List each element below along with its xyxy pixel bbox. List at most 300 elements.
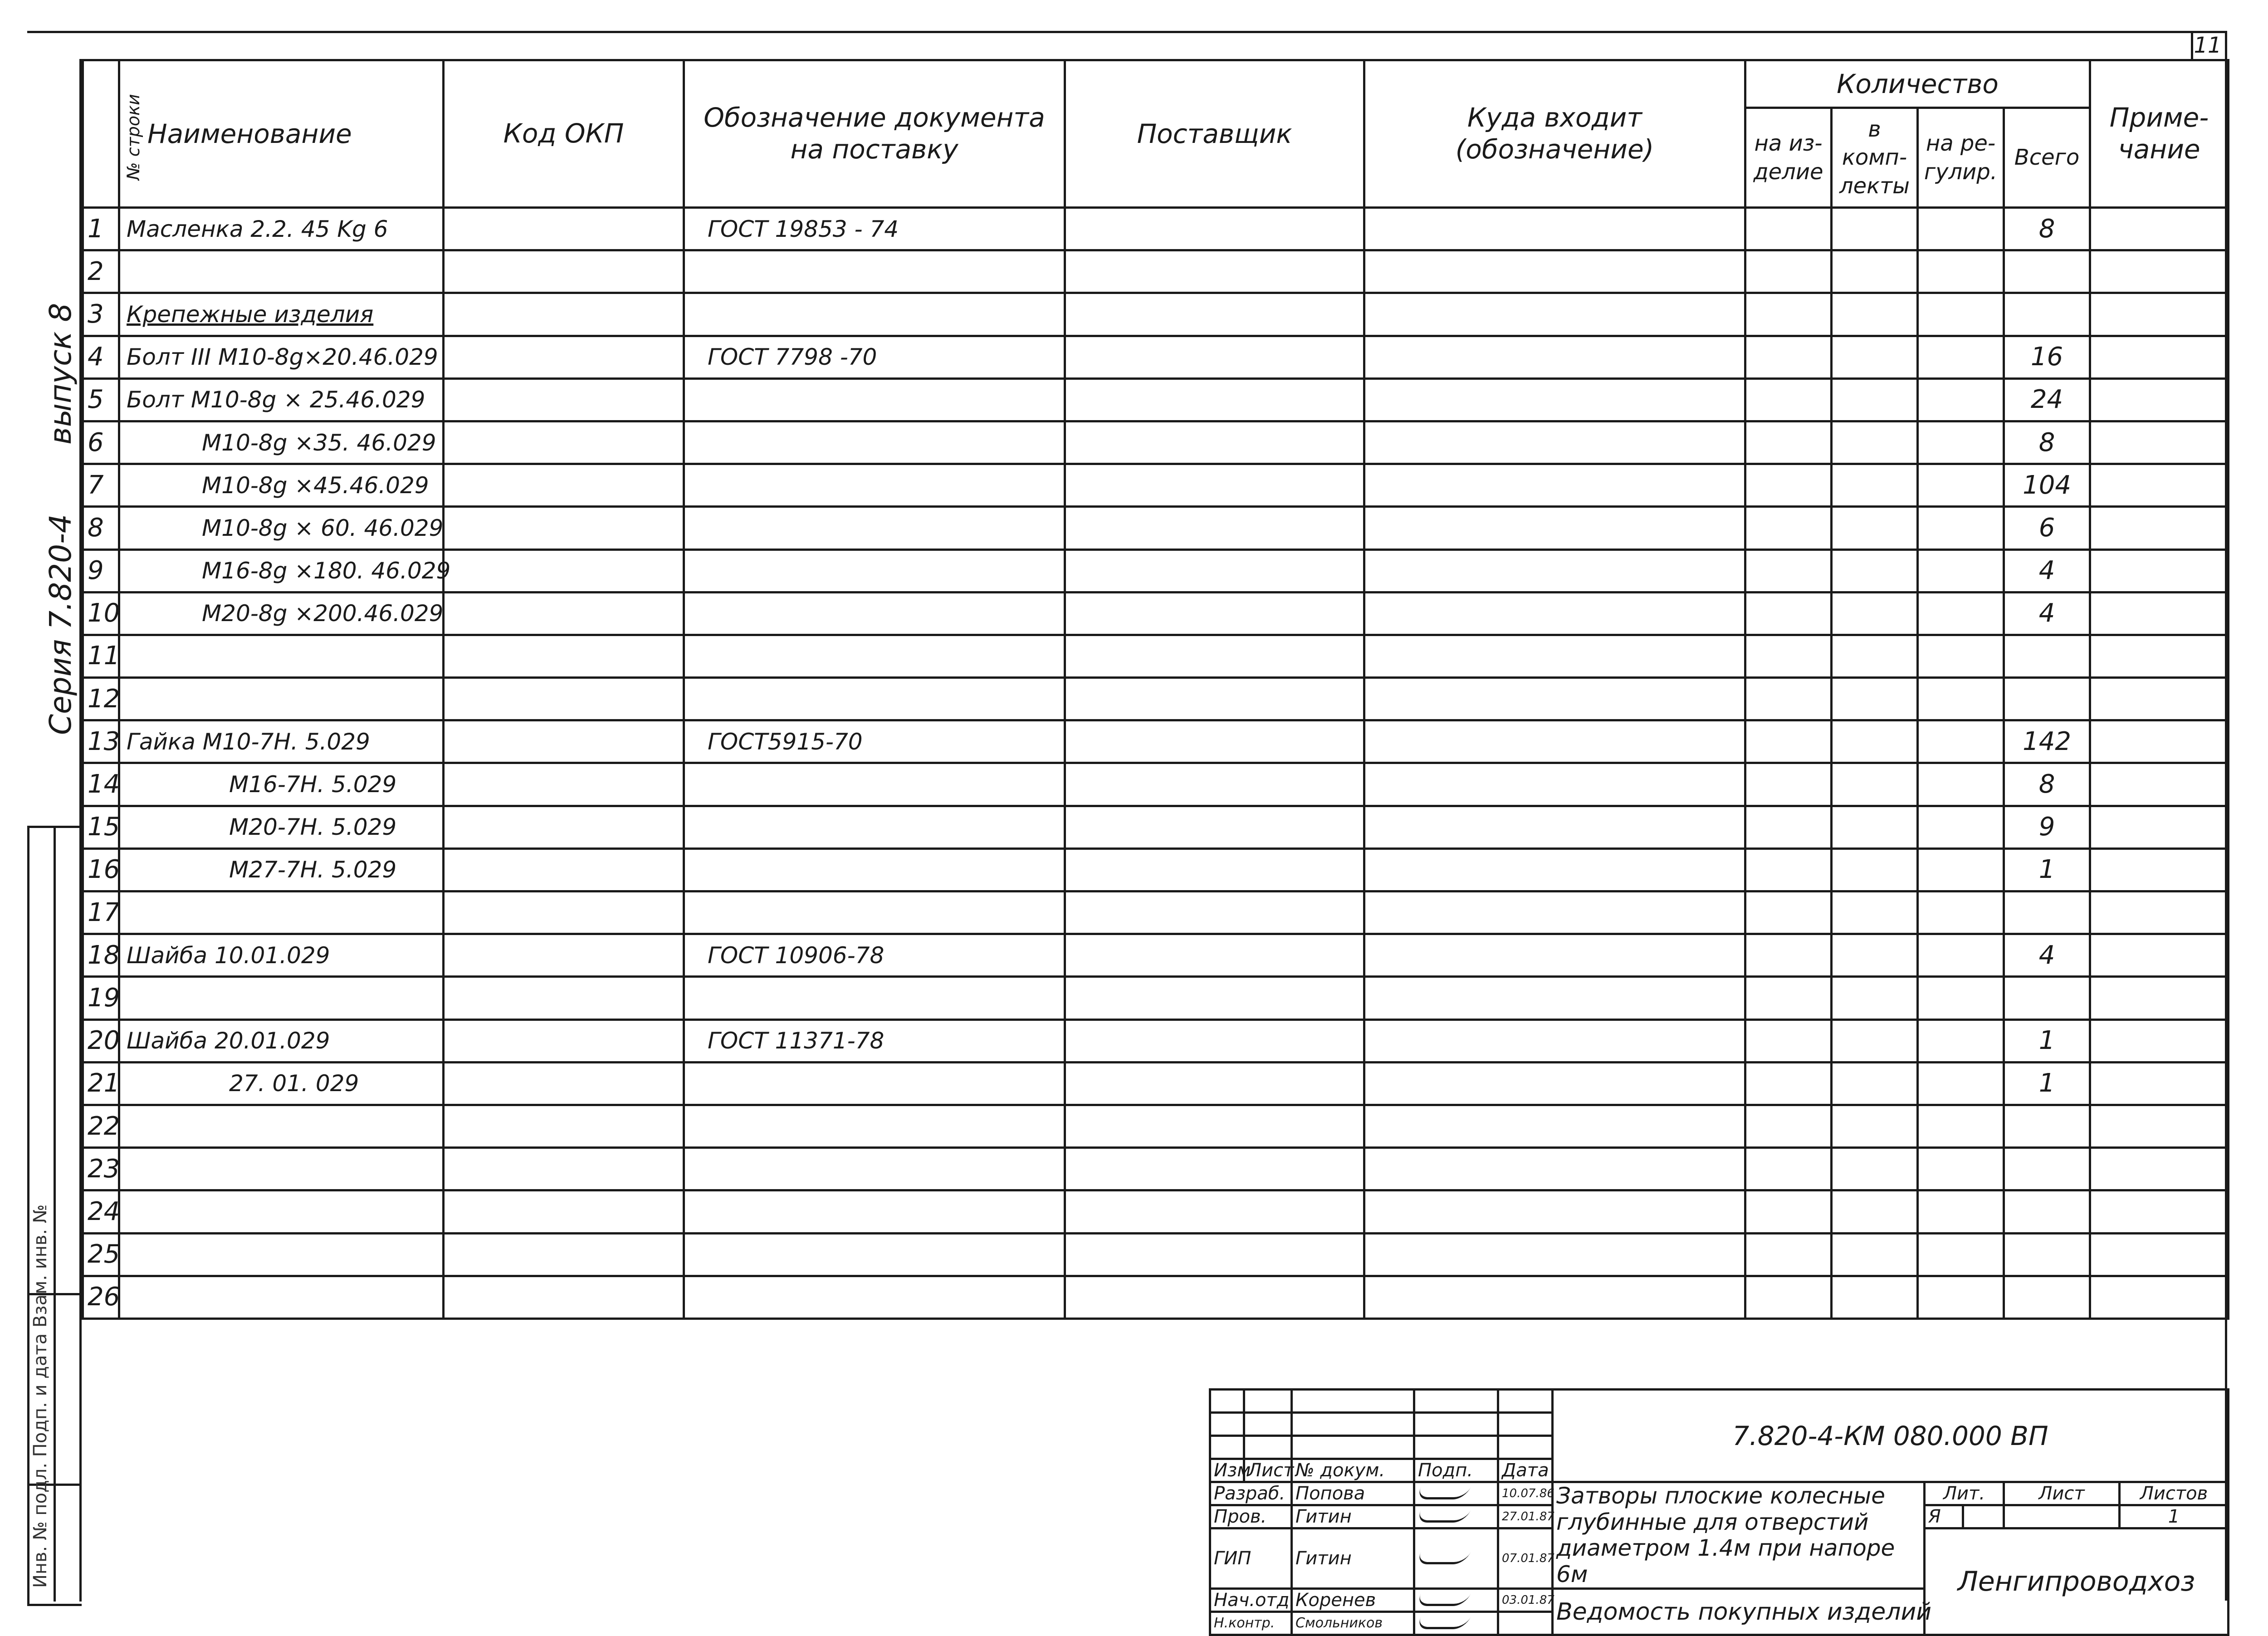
note [2090,208,2229,250]
supplier [1065,208,1364,250]
qty-in-sets [1832,464,1918,507]
qty-per-item [1745,1233,1832,1276]
qty-regulation [1918,977,2004,1019]
doc-designation [684,1148,1065,1190]
qty-total: 6 [2004,507,2090,549]
tb-date-2: 07.01.87 [1498,1528,1553,1589]
qty-per-item [1745,208,1832,250]
series-label: Серия 7.820-4 [43,514,78,735]
table-row [83,977,2229,1019]
item-name [119,891,444,934]
table-row [83,549,2229,592]
note [2090,1233,2229,1276]
note [2090,1190,2229,1233]
qty-per-item [1745,1148,1832,1190]
tb-signature-0 [1414,1482,1498,1505]
tb-role-2: ГИП [1210,1528,1292,1589]
item-name: М10-8g ×35. 46.029 [119,421,444,464]
supplier [1065,1148,1364,1190]
qty-regulation [1918,336,2004,378]
qty-regulation [1918,507,2004,549]
qty-total: 9 [2004,806,2090,848]
table-row [83,848,2229,891]
okp-code [444,464,684,507]
supplier [1065,635,1364,677]
note [2090,1019,2229,1062]
note [2090,1105,2229,1147]
qty-per-item [1745,806,1832,848]
where-used [1364,977,1745,1019]
qty-total [2004,891,2090,934]
tb-date-3: 03.01.87 [1498,1589,1553,1612]
qty-regulation [1918,1148,2004,1190]
table-row [83,806,2229,848]
qty-per-item [1745,464,1832,507]
supplier [1065,934,1364,977]
qty-regulation [1918,1276,2004,1318]
qty-total: 8 [2004,763,2090,806]
tb-signature-2 [1414,1528,1498,1589]
header-qty-regulation: на ре-гулир. [1918,108,2004,208]
qty-total: 4 [2004,592,2090,635]
qty-total [2004,678,2090,720]
note [2090,549,2229,592]
designation: 7.820-4-КМ 080.000 ВП [1553,1390,2229,1482]
qty-regulation [1918,421,2004,464]
okp-code [444,1105,684,1147]
okp-code [444,763,684,806]
doc-designation: ГОСТ5915-70 [684,720,1065,763]
doc-designation [684,635,1065,677]
qty-total [2004,1105,2090,1147]
row-number: 14 [83,763,119,806]
note [2090,464,2229,507]
where-used [1364,891,1745,934]
doc-designation [684,848,1065,891]
item-name [119,1148,444,1190]
qty-per-item [1745,977,1832,1019]
item-name [119,1105,444,1147]
where-used [1364,1276,1745,1318]
qty-regulation [1918,293,2004,336]
okp-code [444,507,684,549]
row-number: 9 [83,549,119,592]
qty-per-item [1745,934,1832,977]
qty-in-sets [1832,635,1918,677]
qty-total: 4 [2004,549,2090,592]
okp-code [444,1019,684,1062]
qty-in-sets [1832,1105,1918,1147]
note [2090,934,2229,977]
qty-regulation [1918,635,2004,677]
tb-date-4 [1498,1612,1553,1635]
qty-regulation [1918,763,2004,806]
supplier [1065,763,1364,806]
header-qty-in-sets: в комп-лекты [1832,108,1918,208]
qty-per-item [1745,378,1832,421]
qty-in-sets [1832,1019,1918,1062]
row-number: 21 [83,1062,119,1105]
where-used [1364,293,1745,336]
supplier [1065,1190,1364,1233]
qty-in-sets [1832,250,1918,293]
qty-in-sets [1832,1233,1918,1276]
note [2090,806,2229,848]
item-name [119,250,444,293]
tb-col-date: Дата [1498,1459,1553,1482]
item-name: Масленка 2.2. 45 Kg 6 [119,208,444,250]
where-used [1364,1062,1745,1105]
item-name: 27. 01. 029 [119,1062,444,1105]
doc-designation [684,421,1065,464]
table-row [83,208,2229,250]
supplier [1065,678,1364,720]
supplier [1065,848,1364,891]
doc-designation [684,507,1065,549]
note [2090,678,2229,720]
where-used [1364,678,1745,720]
qty-regulation [1918,1019,2004,1062]
item-name [119,635,444,677]
supplier [1065,806,1364,848]
tb-signature-3 [1414,1589,1498,1612]
doc-designation [684,549,1065,592]
table-row [83,293,2229,336]
row-number: 7 [83,464,119,507]
row-number: 4 [83,336,119,378]
qty-in-sets [1832,1062,1918,1105]
qty-regulation [1918,806,2004,848]
row-number: 25 [83,1233,119,1276]
tb-name-1: Гитин [1292,1505,1414,1528]
qty-regulation [1918,1105,2004,1147]
okp-code [444,336,684,378]
qty-total [2004,1190,2090,1233]
table-row [83,592,2229,635]
note [2090,1276,2229,1318]
okp-code [444,977,684,1019]
title-block [1209,1388,2229,1636]
supplier [1065,464,1364,507]
note [2090,763,2229,806]
qty-in-sets [1832,891,1918,934]
okp-code [444,1276,684,1318]
qty-regulation [1918,934,2004,977]
qty-regulation [1918,592,2004,635]
tb-sheet-label: Лист [2004,1482,2120,1505]
table-row [83,934,2229,977]
doc-designation [684,977,1065,1019]
supplier [1065,720,1364,763]
qty-regulation [1918,678,2004,720]
qty-in-sets [1832,421,1918,464]
tb-title: Затворы плоские колесные глубинные для отверстий диаметром 1.4м при напоре 6м [1553,1482,1925,1589]
okp-code [444,293,684,336]
qty-per-item [1745,336,1832,378]
qty-per-item [1745,720,1832,763]
qty-in-sets [1832,934,1918,977]
qty-regulation [1918,1233,2004,1276]
table-row [83,1276,2229,1318]
qty-in-sets [1832,678,1918,720]
where-used [1364,763,1745,806]
table-row [83,336,2229,378]
qty-total: 4 [2004,934,2090,977]
doc-designation [684,378,1065,421]
row-number: 2 [83,250,119,293]
tb-col-doc-no: № докум. [1292,1459,1414,1482]
qty-per-item [1745,891,1832,934]
qty-regulation [1918,720,2004,763]
supplier [1065,293,1364,336]
qty-per-item [1745,1276,1832,1318]
row-number: 19 [83,977,119,1019]
qty-regulation [1918,1062,2004,1105]
doc-designation [684,891,1065,934]
qty-per-item [1745,848,1832,891]
okp-code [444,891,684,934]
item-name: М20-7Н. 5.029 [119,806,444,848]
header-note: Приме-чание [2090,60,2229,208]
tb-signature-4 [1414,1612,1498,1635]
qty-in-sets [1832,720,1918,763]
tb-role-0: Разраб. [1210,1482,1292,1505]
doc-designation [684,806,1065,848]
okp-code [444,806,684,848]
supplier [1065,1105,1364,1147]
table-row [83,1062,2229,1105]
note [2090,848,2229,891]
qty-in-sets [1832,848,1918,891]
where-used [1364,336,1745,378]
doc-designation [684,250,1065,293]
tb-sheets-value: 1 [2120,1505,2229,1528]
qty-in-sets [1832,592,1918,635]
doc-designation [684,1190,1065,1233]
qty-total [2004,1148,2090,1190]
doc-designation [684,592,1065,635]
where-used [1364,208,1745,250]
doc-designation [684,293,1065,336]
supplier [1065,336,1364,378]
tb-name-2: Гитин [1292,1528,1414,1589]
supplier [1065,549,1364,592]
row-number: 18 [83,934,119,977]
okp-code [444,1233,684,1276]
row-number: 20 [83,1019,119,1062]
tb-date-0: 10.07.86 [1498,1482,1553,1505]
table-row [83,1019,2229,1062]
where-used [1364,378,1745,421]
doc-designation [684,464,1065,507]
where-used [1364,1148,1745,1190]
qty-regulation [1918,891,2004,934]
row-number: 13 [83,720,119,763]
qty-per-item [1745,250,1832,293]
doc-designation [684,763,1065,806]
tb-lit-value: Я [1925,1505,1963,1528]
qty-regulation [1918,378,2004,421]
table-row [83,720,2229,763]
table-row [83,635,2229,677]
item-name: Шайба 10.01.029 [119,934,444,977]
qty-total: 1 [2004,1019,2090,1062]
okp-code [444,549,684,592]
table-row [83,507,2229,549]
okp-code [444,934,684,977]
row-number: 16 [83,848,119,891]
row-number: 5 [83,378,119,421]
note [2090,1062,2229,1105]
sheet-number: 11 [2194,33,2222,58]
frame-top-line [27,31,2227,33]
qty-in-sets [1832,293,1918,336]
header-okp-code: Код ОКП [444,60,684,208]
row-number: 10 [83,592,119,635]
qty-total: 1 [2004,1062,2090,1105]
qty-in-sets [1832,1190,1918,1233]
qty-in-sets [1832,507,1918,549]
header-name: Наименование [119,60,444,208]
qty-total [2004,250,2090,293]
header-qty-total: Всего [2004,108,2090,208]
table-row [83,378,2229,421]
note [2090,507,2229,549]
row-number: 8 [83,507,119,549]
tb-organization: Ленгипроводхоз [1925,1528,2229,1635]
row-number: 12 [83,678,119,720]
qty-per-item [1745,592,1832,635]
row-number: 22 [83,1105,119,1147]
okp-code [444,208,684,250]
supplier [1065,507,1364,549]
qty-in-sets [1832,208,1918,250]
supplier [1065,592,1364,635]
qty-regulation [1918,208,2004,250]
note [2090,250,2229,293]
table-row [83,1148,2229,1190]
table-row [83,250,2229,293]
supplier [1065,1019,1364,1062]
qty-per-item [1745,678,1832,720]
where-used [1364,1105,1745,1147]
supplier [1065,1233,1364,1276]
okp-code [444,378,684,421]
item-name: Болт М10-8g × 25.46.029 [119,378,444,421]
note [2090,1148,2229,1190]
qty-per-item [1745,1190,1832,1233]
doc-designation: ГОСТ 11371-78 [684,1019,1065,1062]
okp-code [444,678,684,720]
doc-designation: ГОСТ 10906-78 [684,934,1065,977]
item-name: Гайка М10-7Н. 5.029 [119,720,444,763]
supplier [1065,891,1364,934]
table-row [83,1105,2229,1147]
supplier [1065,250,1364,293]
qty-regulation [1918,848,2004,891]
where-used [1364,1233,1745,1276]
table-row [83,464,2229,507]
item-name: Болт III М10-8g×20.46.029 [119,336,444,378]
item-name [119,1276,444,1318]
tb-role-3: Нач.отд. [1210,1589,1292,1612]
note [2090,293,2229,336]
doc-designation: ГОСТ 7798 -70 [684,336,1065,378]
supplier [1065,378,1364,421]
where-used [1364,250,1745,293]
item-name: Крепежные изделия [119,293,444,336]
doc-designation [684,1276,1065,1318]
row-number: 24 [83,1190,119,1233]
supplier [1065,1062,1364,1105]
qty-total [2004,977,2090,1019]
header-row-no: № строки [83,60,119,208]
qty-total: 8 [2004,208,2090,250]
tb-col-sign: Подп. [1414,1459,1498,1482]
row-number: 23 [83,1148,119,1190]
qty-total [2004,293,2090,336]
spec-table [82,59,2229,1320]
qty-in-sets [1832,1148,1918,1190]
qty-total [2004,1276,2090,1318]
header-quantity: Количество [1745,60,2090,108]
qty-total: 142 [2004,720,2090,763]
okp-code [444,592,684,635]
table-row [83,421,2229,464]
item-name: Шайба 20.01.029 [119,1019,444,1062]
doc-designation [684,1233,1065,1276]
item-name [119,977,444,1019]
okp-code [444,720,684,763]
item-name: М10-8g ×45.46.029 [119,464,444,507]
table-row [83,1233,2229,1276]
qty-total: 8 [2004,421,2090,464]
where-used [1364,464,1745,507]
tb-signature-1 [1414,1505,1498,1528]
row-number: 1 [83,208,119,250]
header-supplier: Поставщик [1065,60,1364,208]
where-used [1364,720,1745,763]
item-name: М16-8g ×180. 46.029 [119,549,444,592]
note [2090,421,2229,464]
qty-in-sets [1832,977,1918,1019]
margin-stamp-text: Инв. № подл. Подп. и дата Взам. инв. № [30,1204,51,1588]
table-row [83,763,2229,806]
qty-per-item [1745,421,1832,464]
row-number: 15 [83,806,119,848]
qty-per-item [1745,1105,1832,1147]
qty-total: 1 [2004,848,2090,891]
qty-total: 24 [2004,378,2090,421]
qty-in-sets [1832,806,1918,848]
qty-total: 16 [2004,336,2090,378]
tb-name-0: Попова [1292,1482,1414,1505]
qty-regulation [1918,549,2004,592]
qty-regulation [1918,464,2004,507]
okp-code [444,848,684,891]
qty-in-sets [1832,378,1918,421]
note [2090,336,2229,378]
where-used [1364,549,1745,592]
qty-regulation [1918,250,2004,293]
table-row [83,1190,2229,1233]
header-where-used: Куда входит (обозначение) [1364,60,1745,208]
where-used [1364,806,1745,848]
table-row [83,891,2229,934]
note [2090,592,2229,635]
qty-total: 104 [2004,464,2090,507]
qty-per-item [1745,507,1832,549]
